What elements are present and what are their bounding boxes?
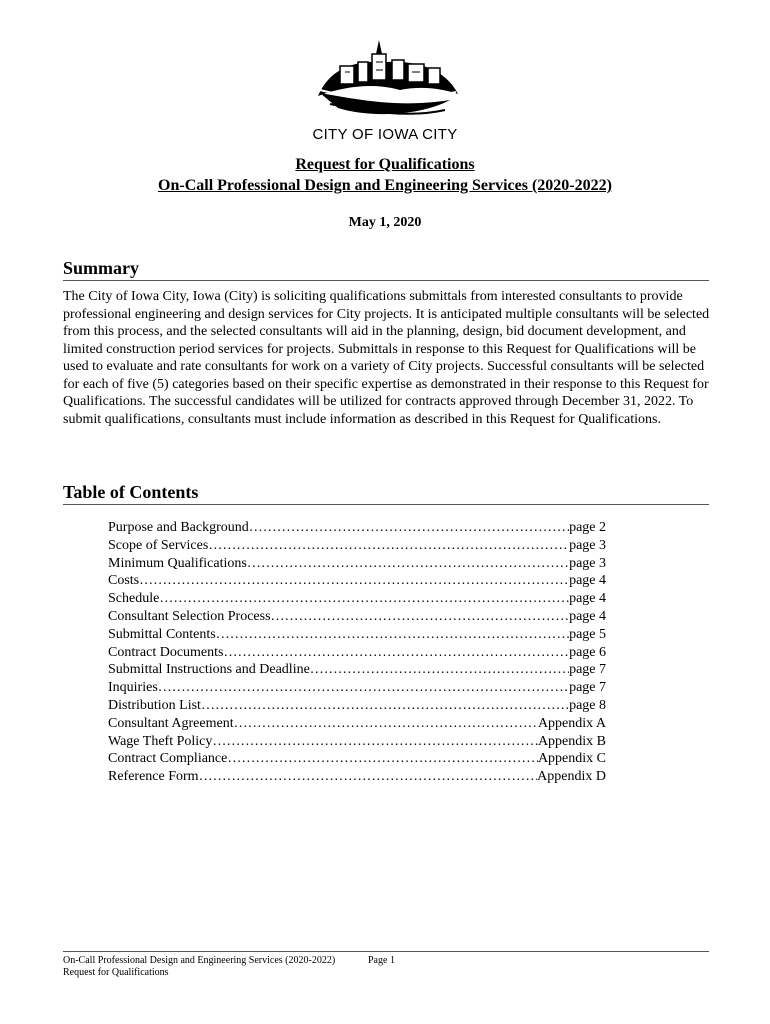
toc-item-submittal-contents[interactable]: Submittal Contents …………………………………………………………………………………………………………………………………… page 5 (108, 626, 606, 644)
toc-item-distribution-list[interactable]: Distribution List …………………………………………………………………………………………………………………………………… page 8 (108, 697, 606, 715)
footer-document-name (63, 955, 335, 979)
toc-item-reference-form[interactable]: Reference Form …………………………………………………………………………………………………………………………………… Appendix D (108, 768, 606, 786)
toc-heading: Table of Contents (63, 482, 709, 505)
footer-line-1: On-Call Professional Design and Engineering Services (2020-2022) (63, 955, 336, 966)
footer-divider (63, 951, 709, 952)
toc-item-minimum-qualifications[interactable]: Minimum Qualifications …………………………………………………………………………………………………………………………………… page 3 (108, 555, 606, 573)
document-date: May 1, 2020 (348, 215, 422, 230)
city-name: CITY OF IOWA CITY (312, 126, 458, 143)
toc-item-submittal-instructions[interactable]: Submittal Instructions and Deadline …………………………………………………………………………………………………………………………………… page 7 (108, 661, 606, 679)
toc-item-inquiries[interactable]: Inquiries …………………………………………………………………………………………………………………………………… page 7 (108, 679, 606, 697)
footer-line-2: Request for Qualifications (63, 967, 169, 978)
toc-item-wage-theft-policy[interactable]: Wage Theft Policy …………………………………………………………………………………………………………………………………… Appendix B (108, 733, 606, 751)
toc-item-consultant-agreement[interactable]: Consultant Agreement …………………………………………………………………………………………………………………………………… Appendix A (108, 715, 606, 733)
toc-item-contract-compliance[interactable]: Contract Compliance …………………………………………………………………………………………………………………………………… Appendix C (108, 750, 606, 768)
summary-heading: Summary (63, 258, 709, 281)
city-skyline-seal-icon (300, 38, 470, 128)
document-title: Request for Qualifications (295, 156, 475, 173)
toc-item-selection-process[interactable]: Consultant Selection Process …………………………………………………………………………………………………………………………………… page 4 (108, 608, 606, 626)
city-logo (300, 38, 470, 148)
footer-page-number: Page 1 (368, 955, 395, 966)
toc-item-scope[interactable]: Scope of Services …………………………………………………………………………………………………………………………………… page 3 (108, 537, 606, 555)
table-of-contents (108, 519, 606, 786)
toc-item-purpose[interactable]: Purpose and Background …………………………………………………………………………………………………………………………………… page 2 (108, 519, 606, 537)
toc-item-schedule[interactable]: Schedule …………………………………………………………………………………………………………………………………… page 4 (108, 590, 606, 608)
toc-item-contract-documents[interactable]: Contract Documents …………………………………………………………………………………………………………………………………… page 6 (108, 644, 606, 662)
toc-item-costs[interactable]: Costs …………………………………………………………………………………………………………………………………… page 4 (108, 572, 606, 590)
summary-paragraph: The City of Iowa City, Iowa (City) is soliciting qualifications submittals from interested consultants to provide professional engineering and design services for City projects. It is anticipated multiple consultants will be selected from this process, and the selected consultants will aid in the planning, design, bid document development, and limited construction period services for projects. Submittals in response to this Request for Qualifications will be used to evaluate and rate consultants for work on a variety of City projects. Successful consultants will be selected for each of five (5) categories based on their specific expertise as demonstrated in their response to this Request for Qualifications. The successful candidates will be utilized for contracts approved through December 31, 2022. To submit qualifications, consultants must include information as described in this Request for Qualifications. (63, 289, 710, 427)
document-subtitle: On-Call Professional Design and Engineering Services (2020-2022) (158, 177, 612, 194)
